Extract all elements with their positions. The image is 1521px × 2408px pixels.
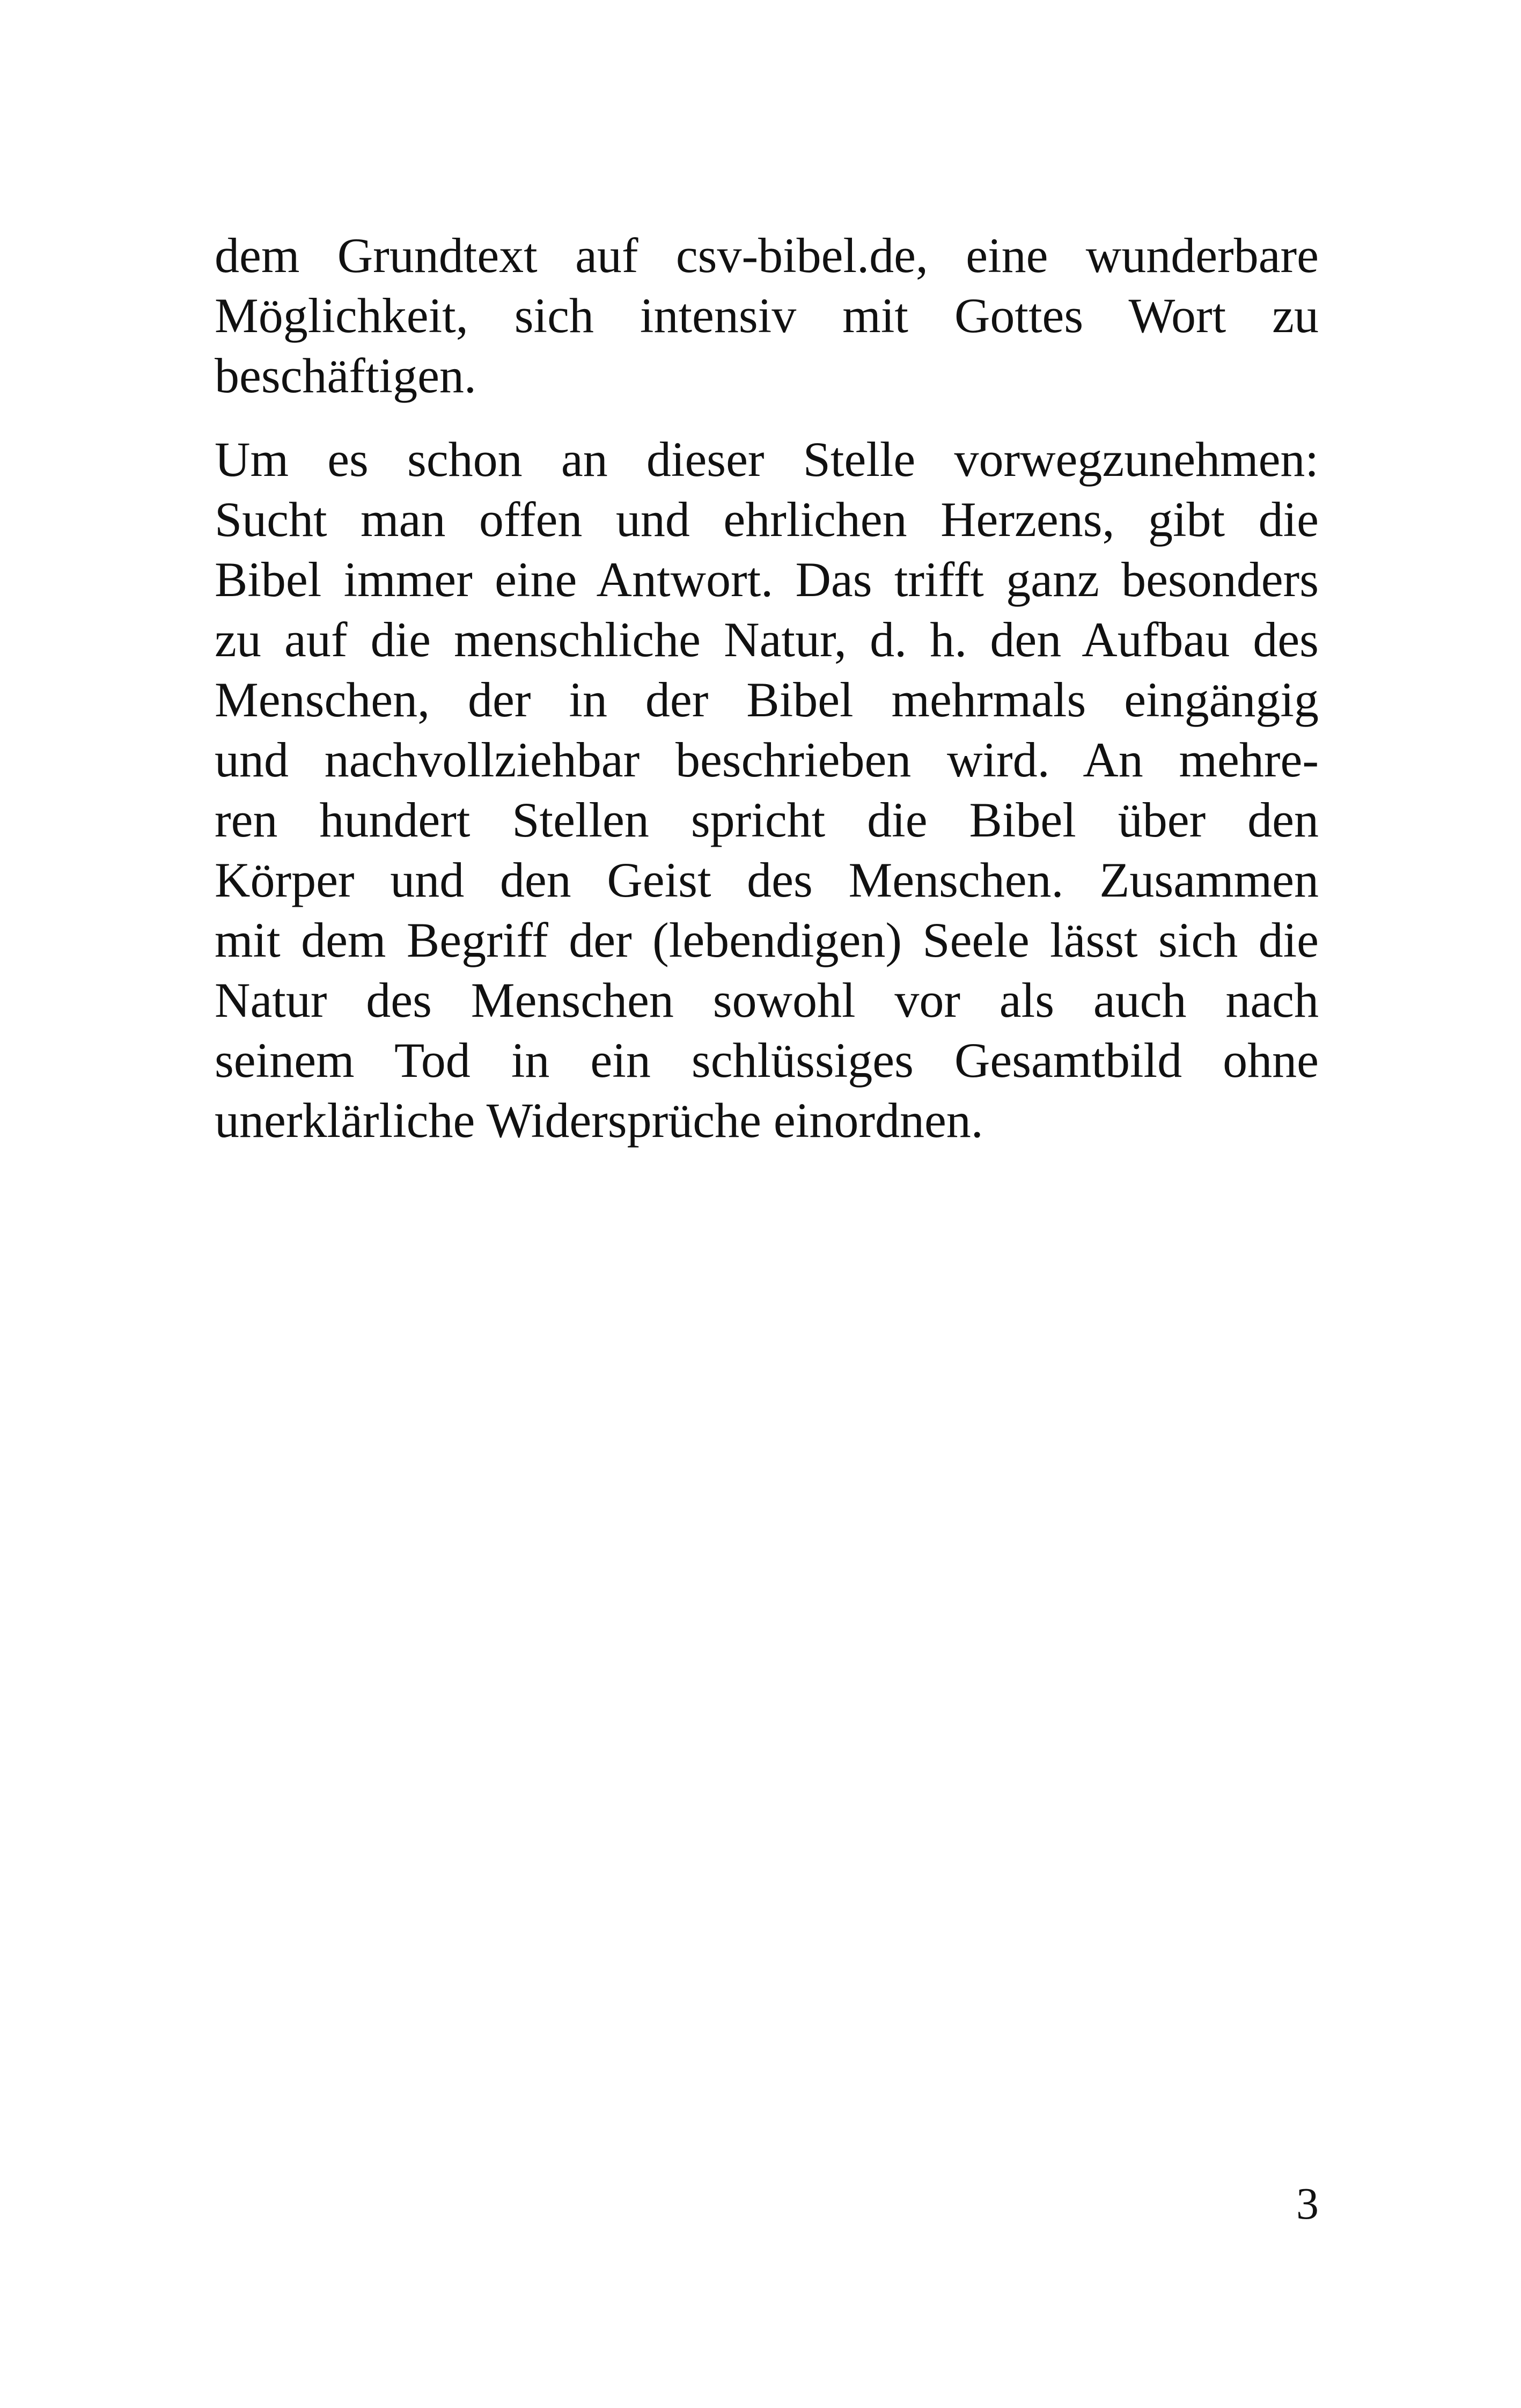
text-line: Menschen, der in der Bibel mehrmals eingängig xyxy=(215,672,1319,727)
text-line: Um es schon an dieser Stelle vorwegzunehmen: xyxy=(215,432,1319,487)
text-line: Sucht man offen und ehrlichen Herzens, gibt die xyxy=(215,492,1319,547)
text-line: und nachvollziehbar beschrieben wird. An mehre- xyxy=(215,732,1319,787)
text-line: Körper und den Geist des Menschen. Zusammen xyxy=(215,853,1319,907)
text-line: zu auf die menschliche Natur, d. h. den Aufbau des xyxy=(215,612,1319,667)
text-line: Bibel immer eine Antwort. Das trifft ganz besonders xyxy=(215,552,1319,607)
paragraph-2 xyxy=(215,429,1319,1150)
text-line: unerklärliche Widersprüche einordnen. xyxy=(215,1093,983,1148)
text-line: Natur des Menschen sowohl vor als auch nach xyxy=(215,973,1319,1027)
page-number: 3 xyxy=(1296,2179,1319,2229)
text-line: beschäftigen. xyxy=(215,348,476,403)
text-line: mit dem Begriff der (lebendigen) Seele lässt sich die xyxy=(215,913,1319,967)
text-line: dem Grundtext auf csv-bibel.de, eine wunderbare xyxy=(215,228,1319,283)
paragraph-1 xyxy=(215,225,1319,406)
text-line: seinem Tod in ein schlüssiges Gesamtbild ohne xyxy=(215,1033,1319,1088)
body-text xyxy=(215,225,1319,1150)
paragraph-spacer xyxy=(215,406,1319,429)
text-line: ren hundert Stellen spricht die Bibel über den xyxy=(215,792,1319,847)
text-line: Möglichkeit, sich intensiv mit Gottes Wort zu xyxy=(215,288,1319,343)
